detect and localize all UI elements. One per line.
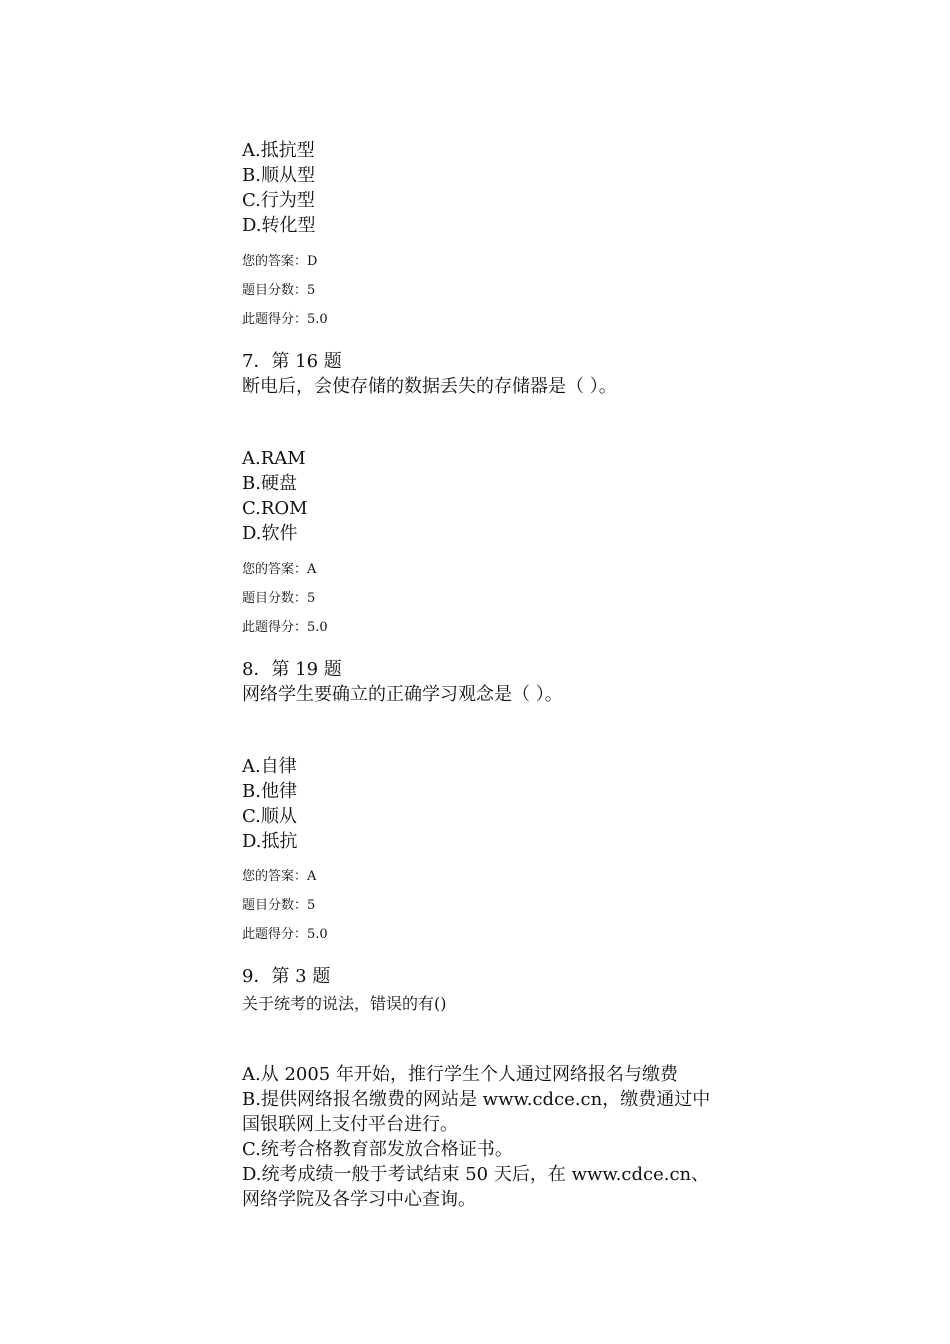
option-line: 国银联网上支付平台进行。 (242, 1114, 458, 1135)
your-answer: 您的答案：A (242, 562, 317, 577)
option-d: D.软件 (242, 523, 298, 544)
option-line: 网络学院及各学习中心查询。 (242, 1189, 476, 1210)
option-b: B.顺从型 (242, 165, 315, 186)
your-answer: 您的答案：D (242, 254, 318, 269)
option-line: B.提供网络报名缴费的网站是 www.cdce.cn，缴费通过中 (242, 1089, 711, 1110)
option-a: A.RAM (242, 448, 306, 469)
option-c: C.顺从 (242, 806, 297, 827)
question-score: 题目分数：5 (242, 591, 316, 606)
option-b: B.硬盘 (242, 473, 297, 494)
question-score: 题目分数：5 (242, 898, 316, 913)
option-d: D.抵抗 (242, 831, 298, 852)
question-text: 断电后，会使存储的数据丢失的存储器是（ ）。 (242, 376, 617, 397)
question-text: 网络学生要确立的正确学习观念是（ ）。 (242, 684, 563, 705)
question-heading: 9．第 3 题 (242, 966, 331, 987)
your-answer: 您的答案：A (242, 869, 317, 884)
option-c: C.行为型 (242, 190, 315, 211)
option-b: B.他律 (242, 781, 297, 802)
question-heading: 7．第 16 题 (242, 351, 342, 372)
earned-score: 此题得分：5.0 (242, 927, 328, 942)
question-text: 关于统考的说法，错误的有() (242, 994, 447, 1013)
question-heading: 8．第 19 题 (242, 659, 342, 680)
option-a: A.自律 (242, 756, 297, 777)
option-c: C.ROM (242, 498, 308, 519)
question-score: 题目分数：5 (242, 283, 316, 298)
earned-score: 此题得分：5.0 (242, 620, 328, 635)
option-d: D.转化型 (242, 215, 316, 236)
option-line: C.统考合格教育部发放合格证书。 (242, 1139, 513, 1160)
earned-score: 此题得分：5.0 (242, 312, 328, 327)
option-line: A.从 2005 年开始，推行学生个人通过网络报名与缴费 (242, 1064, 678, 1085)
option-a: A.抵抗型 (242, 140, 315, 161)
option-line: D.统考成绩一般于考试结束 50 天后，在 www.cdce.cn、 (242, 1164, 710, 1185)
